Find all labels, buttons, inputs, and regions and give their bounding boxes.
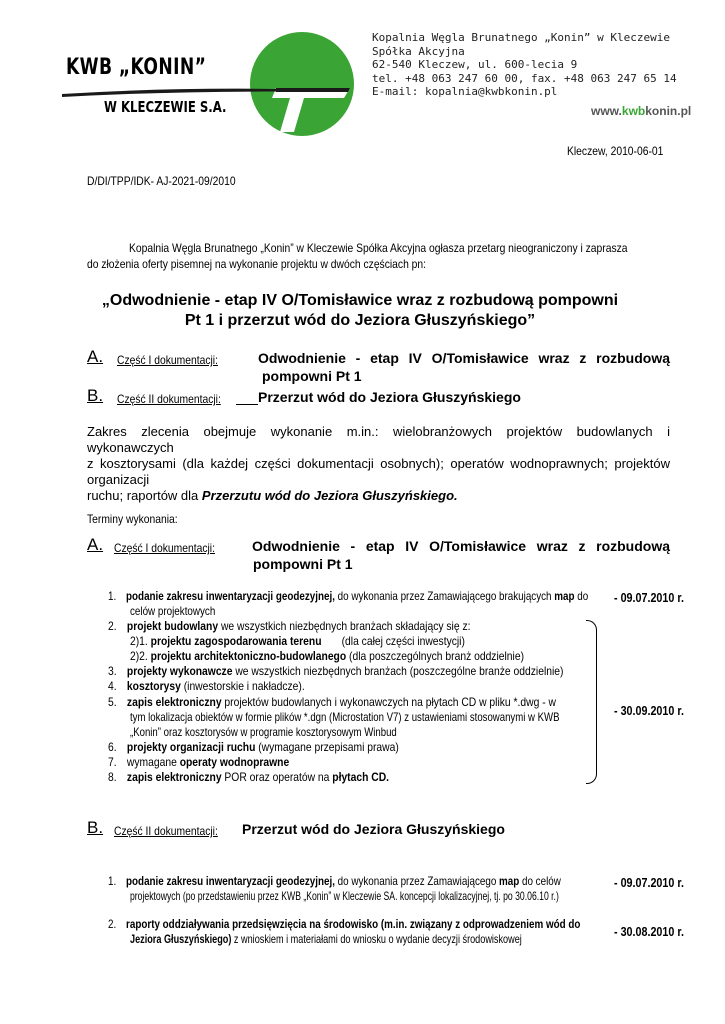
part-a-title-cont: pompowni Pt 1	[253, 556, 353, 572]
logo-swoosh	[60, 84, 330, 98]
item-bold: map	[499, 874, 520, 888]
item-text: wymagane	[126, 755, 180, 769]
company-line: Spółka Akcyjna	[372, 44, 465, 58]
website-mid: kwb	[621, 104, 646, 118]
item-text: do wykonania przez Zamawiającego brakujących	[334, 589, 555, 603]
list-item	[108, 695, 556, 710]
part-a-title-cont: pompowni Pt 1	[262, 368, 362, 384]
item-number: 2.	[108, 917, 117, 931]
company-line: Kopalnia Węgla Brunatnego „Konin” w Kleczewie	[372, 31, 671, 44]
item-bold: operaty wodnoprawne	[179, 755, 290, 769]
underline-gap	[236, 404, 258, 405]
document-title	[60, 291, 660, 331]
item-bold: podanie zakresu inwentaryzacji geodezyjnej,	[126, 874, 335, 888]
item-number: 6.	[108, 740, 117, 754]
part-label: Część II dokumentacji:	[114, 824, 218, 838]
item-text: we wszystkich niezbędnych branżach składający się z:	[218, 619, 471, 633]
bracket	[586, 620, 597, 784]
part-b-detail-heading	[87, 818, 103, 838]
item-bold: zapis elektroniczny	[126, 695, 222, 709]
item-text: (dla całej części inwestycji)	[321, 634, 465, 648]
item-number: 1.	[108, 589, 117, 603]
item-number: 1.	[108, 874, 117, 888]
deadline-date: - 09.07.2010 r.	[614, 591, 684, 605]
item-text: 2)2.	[130, 649, 151, 663]
scope-paragraph	[87, 424, 670, 504]
place-date: Kleczew, 2010-06-01	[567, 144, 664, 158]
intro-line: Kopalnia Węgla Brunatnego „Konin” w Kleczewie Spółka Akcyjna ogłasza przetarg nieograniczony i zaprasza	[129, 241, 628, 255]
item-text: we wszystkich niezbędnych branżach (poszczególne branże oddzielnie)	[232, 664, 564, 678]
item-text: do	[574, 589, 589, 603]
item-bold: projektu architektoniczno-budowlanego	[150, 649, 347, 663]
list-item-cont: celów projektowych	[130, 604, 216, 618]
title-line: „Odwodnienie - etap IV O/Tomisławice wraz z rozbudową pompowni	[101, 292, 619, 309]
title-line: Pt 1 i przerzut wód do Jeziora Głuszyńskiego”	[184, 312, 536, 329]
item-number: 2.	[108, 619, 117, 633]
item-bold: projektu zagospodarowania terenu	[150, 634, 322, 648]
item-bold: projekt budowlany	[126, 619, 219, 633]
list-item	[108, 917, 580, 932]
part-a-detail-heading	[87, 535, 103, 555]
part-label: Część I dokumentacji:	[114, 541, 215, 555]
logo-main-text: KWB „KONIN”	[66, 55, 207, 80]
deadline-date: - 09.07.2010 r.	[614, 876, 684, 890]
company-website[interactable]	[591, 104, 691, 118]
item-number: 5.	[108, 695, 117, 709]
company-line: tel. +48 063 247 60 00, fax. +48 063 247 65 14	[372, 71, 677, 85]
website-prefix: www.	[591, 104, 622, 118]
deadline-date: - 30.09.2010 r.	[614, 704, 684, 718]
part-letter: B.	[87, 818, 104, 837]
part-label: Część II dokumentacji:	[117, 392, 221, 406]
reference-number: D/DI/TPP/IDK- AJ-2021-09/2010	[87, 174, 236, 188]
item-bold: map	[554, 589, 575, 603]
list-item-cont: projektowych (po przedstawieniu przez KWB „Konin” w Kleczewie SA. koncepcji lokalizacyjnej, tj. po 30.06.10 r.)	[130, 889, 559, 903]
item-text: do wykonania przez Zamawiającego	[334, 874, 500, 888]
item-text: (inwestorskie i nakładcze).	[180, 679, 305, 693]
list-item	[108, 679, 305, 694]
list-item-cont: tym lokalizacja obiektów w formie plików *.dgn (Microstation V7) z ustawieniami stosowanymi w KWB	[130, 710, 560, 724]
item-bold: płytach CD.	[332, 770, 390, 784]
company-email: E-mail: kopalnia@kwbkonin.pl	[372, 85, 558, 98]
list-subitem	[130, 649, 524, 664]
part-a-title: Odwodnienie - etap IV O/Tomisławice wraz z rozbudową	[258, 350, 670, 366]
item-bold: Jeziora Głuszyńskiego)	[130, 932, 232, 946]
deadline-date: - 30.08.2010 r.	[614, 925, 684, 939]
list-item	[108, 619, 470, 634]
list-item	[108, 755, 289, 770]
part-a-heading	[87, 347, 103, 367]
part-a-title: Odwodnienie - etap IV O/Tomisławice wraz z rozbudową	[252, 538, 670, 554]
list-item	[108, 770, 389, 785]
intro-line: do złożenia oferty pisemnej na wykonanie projektu w dwóch częściach pn:	[87, 257, 427, 271]
item-number: 3.	[108, 664, 117, 678]
website-suffix: konin.pl	[645, 104, 692, 118]
item-text: projektów budowlanych i wykonawczych na płytach CD w pliku *.dwg - w	[221, 695, 556, 709]
scope-line: ruchu; raportów dla	[87, 488, 202, 503]
item-text: do celów	[519, 874, 561, 888]
item-text: (wymagane przepisami prawa)	[255, 740, 399, 754]
part-label: Część I dokumentacji:	[117, 353, 218, 367]
item-bold: kosztorysy	[126, 679, 181, 693]
list-subitem	[130, 634, 465, 649]
part-letter: A.	[87, 535, 104, 554]
item-bold: projekty organizacji ruchu	[126, 740, 256, 754]
item-bold: projekty wykonawcze	[126, 664, 233, 678]
company-address	[372, 31, 677, 99]
item-bold: zapis elektroniczny	[126, 770, 222, 784]
scope-emphasis: Przerzutu wód do Jeziora Głuszyńskiego.	[201, 488, 458, 503]
list-item-cont	[130, 932, 522, 947]
list-item	[108, 589, 588, 604]
terms-label: Terminy wykonania:	[87, 512, 178, 526]
list-item	[108, 740, 399, 755]
item-text: 2)1.	[130, 634, 151, 648]
item-number: 8.	[108, 770, 117, 784]
part-letter: A.	[87, 347, 104, 366]
list-item-cont: „Konin” oraz kosztorysów w programie kosztorysowym Winbud	[130, 725, 397, 739]
item-text: (dla poszczególnych branż oddzielnie)	[346, 649, 525, 663]
item-number: 4.	[108, 679, 117, 693]
item-text: POR oraz operatów na	[221, 770, 333, 784]
part-letter: B.	[87, 386, 104, 405]
part-b-title: Przerzut wód do Jeziora Głuszyńskiego	[242, 821, 505, 837]
item-bold: raporty oddziaływania przedsięwzięcia na środowisko (m.in. związany z odprowadzeniem wód do	[126, 917, 581, 931]
scope-line: z kosztorysami (dla każdej części dokumentacji osobnych); operatów wodnoprawnych; projektów organizacji	[87, 456, 670, 487]
part-b-heading	[87, 386, 103, 406]
item-bold: podanie zakresu inwentaryzacji geodezyjnej,	[126, 589, 335, 603]
scope-line: Zakres zlecenia obejmuje wykonanie m.in.: wielobranżowych projektów budowlanych i wykonawczych	[87, 424, 670, 455]
item-number: 7.	[108, 755, 117, 769]
company-line: 62-540 Kleczew, ul. 600-lecia 9	[372, 58, 578, 71]
item-text: z wnioskiem i materiałami do wniosku o wydanie decyzji środowiskowej	[231, 932, 522, 946]
list-item	[108, 874, 561, 889]
logo-sub-text: W KLECZEWIE S.A.	[104, 98, 227, 116]
part-b-title: Przerzut wód do Jeziora Głuszyńskiego	[258, 389, 521, 405]
list-item	[108, 664, 563, 679]
